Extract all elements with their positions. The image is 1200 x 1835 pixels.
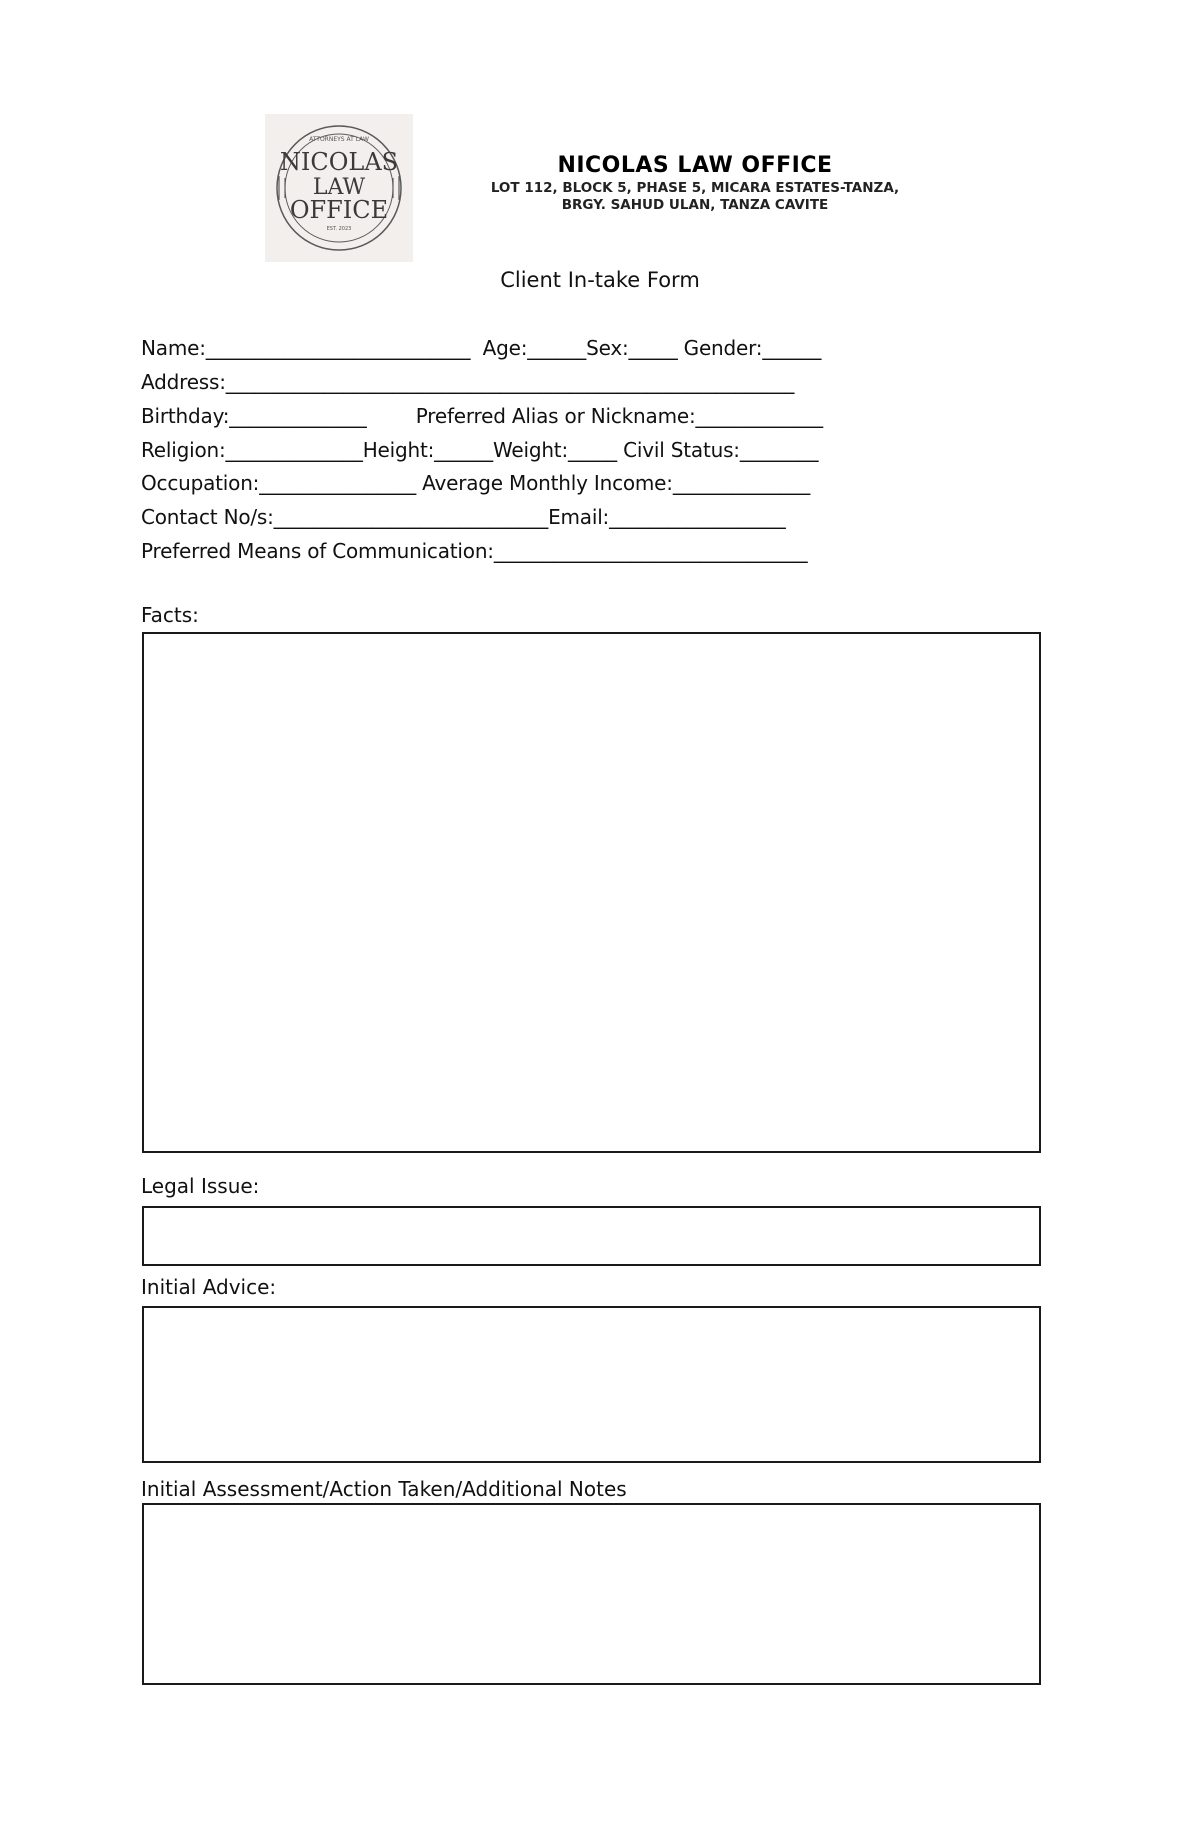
field-line-occupation-income[interactable]: Occupation:________________ Average Monthly Income:______________ xyxy=(141,471,811,495)
initial-advice-label: Initial Advice: xyxy=(141,1275,277,1299)
office-name: NICOLAS LAW OFFICE xyxy=(557,153,833,178)
field-line-name-age-sex-gender[interactable]: Name:___________________________ Age:______Sex:_____ Gender:______ xyxy=(141,336,822,360)
initial-advice-box[interactable] xyxy=(142,1306,1041,1463)
office-address-line1: LOT 112, BLOCK 5, PHASE 5, MICARA ESTATES-TANZA, xyxy=(490,180,900,196)
field-line-religion-height-weight-civil-status[interactable]: Religion:______________Height:______Weight:_____ Civil Status:________ xyxy=(141,438,819,462)
legal-issue-label: Legal Issue: xyxy=(141,1174,260,1198)
office-address-line2: BRGY. SAHUD ULAN, TANZA CAVITE xyxy=(561,197,829,213)
field-line-preferred-communication[interactable]: Preferred Means of Communication:________________________________ xyxy=(141,539,808,563)
form-title: Client In-take Form xyxy=(500,268,700,292)
law-office-seal-logo xyxy=(265,114,413,262)
logo-ring-top: ATTORNEYS AT LAW xyxy=(309,136,369,143)
assessment-notes-box[interactable] xyxy=(142,1503,1041,1685)
legal-issue-box[interactable] xyxy=(142,1206,1041,1266)
logo-text-mid: LAW xyxy=(312,175,366,200)
logo-text-bottom: OFFICE xyxy=(289,196,389,224)
field-line-address[interactable]: Address:__________________________________________________________ xyxy=(141,370,795,394)
logo-ring-bottom: EST. 2023 xyxy=(326,226,352,232)
field-line-contact-email[interactable]: Contact No/s:____________________________Email:__________________ xyxy=(141,505,786,529)
facts-box[interactable] xyxy=(142,632,1041,1153)
logo-text-top: NICOLAS xyxy=(279,148,399,176)
field-line-birthday-alias[interactable]: Birthday:______________ Preferred Alias or Nickname:_____________ xyxy=(141,404,823,428)
facts-label: Facts: xyxy=(141,603,199,627)
assessment-label: Initial Assessment/Action Taken/Additional Notes xyxy=(141,1477,627,1501)
